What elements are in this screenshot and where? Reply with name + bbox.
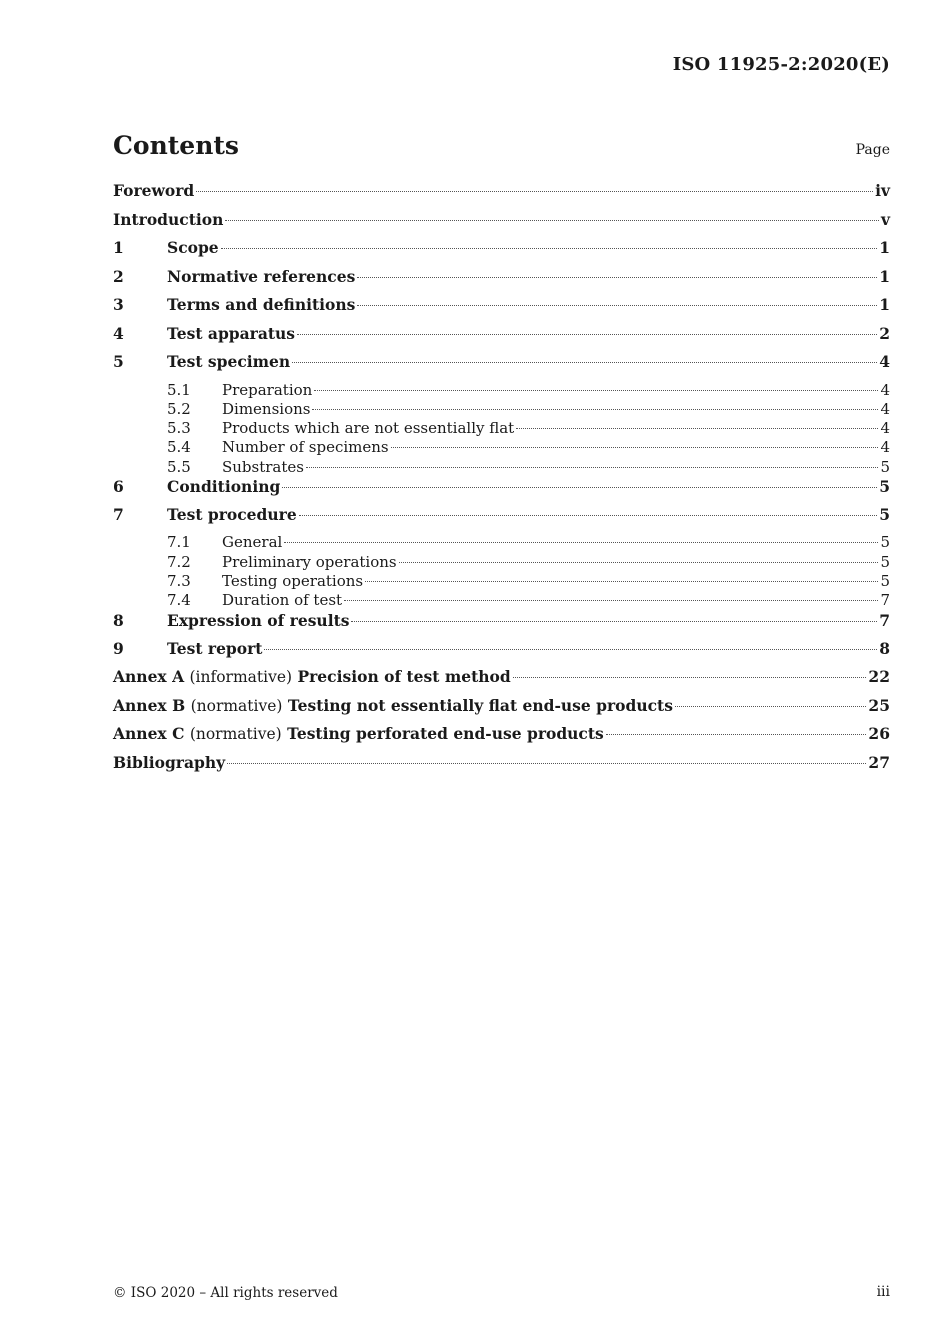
toc-page-number: 4 (879, 352, 890, 371)
dot-leader (314, 390, 878, 391)
dot-leader (391, 447, 879, 448)
toc-subentry[interactable] (113, 553, 890, 572)
toc-entry-number: 7 (113, 504, 124, 524)
toc-entry-title: Test specimen (167, 352, 291, 371)
toc-page-number: v (880, 209, 890, 229)
toc-subentry[interactable] (113, 381, 890, 400)
dot-leader (282, 487, 877, 488)
annex-title: Testing perforated end-use products (287, 724, 604, 744)
annex-title: Testing not essentially flat end-use products (287, 695, 673, 715)
dot-leader (292, 362, 877, 363)
toc-entry-title: Expression of results (167, 610, 350, 630)
dot-leader (344, 600, 878, 601)
toc-entry-title: Substrates (222, 457, 304, 476)
toc-entry-title: Dimensions (222, 399, 311, 418)
toc-entry-number: 5.3 (167, 419, 191, 438)
toc-page-number: 4 (880, 380, 890, 399)
toc-entry-number: 7.4 (167, 591, 191, 610)
toc-page-number: 26 (868, 724, 890, 744)
page-column-label: Page (855, 142, 890, 158)
dot-leader (299, 515, 878, 516)
toc-page-number: 5 (879, 504, 890, 524)
toc-entry-number: 5.2 (167, 399, 191, 418)
annex-label: Annex A (113, 667, 185, 687)
toc-entry[interactable] (113, 477, 890, 505)
toc-page-number: 4 (880, 419, 890, 438)
footer-copyright: © ISO 2020 – All rights reserved (113, 1285, 338, 1301)
toc-subentry[interactable] (113, 419, 890, 438)
toc-entry-number: 7.3 (167, 572, 191, 591)
annex-title: Precision of test method (297, 667, 511, 687)
dot-leader (225, 220, 879, 221)
toc-entry[interactable] (113, 210, 890, 239)
toc-page-number: 5 (880, 457, 890, 476)
footer-page-number: iii (876, 1284, 890, 1300)
dot-leader (264, 649, 877, 650)
dot-leader (284, 542, 878, 543)
toc-entry[interactable] (113, 696, 890, 725)
toc-entry-title: Products which are not essentially flat (222, 419, 515, 438)
toc-entry-title: Preparation (222, 380, 313, 399)
toc-entry-number: 8 (113, 610, 124, 630)
dot-leader (227, 763, 866, 764)
dot-leader (606, 734, 867, 735)
toc-subentry[interactable] (113, 400, 890, 419)
toc-entry[interactable] (113, 238, 890, 267)
toc-entry[interactable] (113, 505, 890, 534)
toc-entry-number: 5.4 (167, 438, 191, 457)
toc-page-number: 5 (880, 533, 890, 552)
toc-entry-title: Terms and definitions (167, 295, 356, 314)
dot-leader (297, 334, 877, 335)
toc-entry-title: Number of specimens (222, 438, 389, 457)
annex-label: Annex B (113, 695, 186, 715)
table-of-contents (113, 181, 890, 781)
annex-type: (informative) (189, 668, 293, 687)
annex-type: (normative) (190, 696, 283, 715)
toc-entry-number: 3 (113, 295, 124, 314)
toc-subentry[interactable] (113, 533, 890, 552)
toc-page-number: 5 (879, 476, 890, 496)
dot-leader (357, 305, 877, 306)
toc-entry-number: 4 (113, 323, 124, 343)
toc-page-number: 4 (880, 438, 890, 457)
toc-page-number: 8 (879, 638, 890, 658)
toc-page-number: 2 (879, 323, 890, 343)
dot-leader (675, 706, 866, 707)
toc-entry-title: Test apparatus (167, 323, 296, 343)
toc-page-number: 5 (880, 552, 890, 571)
dot-leader (351, 621, 877, 622)
toc-entry[interactable] (113, 352, 890, 381)
annex-label: Annex C (113, 724, 185, 744)
toc-entry-number: 5.1 (167, 380, 191, 399)
toc-entry-title (113, 696, 673, 715)
toc-subentry[interactable] (113, 438, 890, 457)
dot-leader (399, 562, 879, 563)
toc-entry-title: Normative references (167, 266, 356, 286)
toc-entry-number: 9 (113, 638, 124, 658)
toc-entry-title: Testing operations (222, 572, 364, 591)
toc-subentry[interactable] (113, 591, 890, 610)
toc-entry-title: Bibliography (113, 752, 226, 772)
toc-page-number: 25 (868, 695, 890, 715)
toc-entry[interactable] (113, 667, 890, 696)
toc-entry-number: 7.1 (167, 533, 191, 552)
toc-entry-number: 2 (113, 266, 124, 286)
toc-entry[interactable] (113, 295, 890, 324)
toc-page-number: 1 (879, 295, 890, 314)
annex-type: (normative) (189, 725, 282, 744)
toc-entry[interactable] (113, 611, 890, 639)
toc-entry-title: General (222, 533, 283, 552)
toc-entry-title: Duration of test (222, 591, 343, 610)
toc-entry-title: Preliminary operations (222, 552, 397, 571)
toc-entry-number: 6 (113, 476, 124, 496)
toc-entry-number: 1 (113, 238, 124, 257)
toc-entry-number: 7.2 (167, 552, 191, 571)
toc-page-number: 22 (868, 667, 890, 687)
toc-entry-title: Scope (167, 238, 219, 257)
toc-entry-title: Foreword (113, 181, 195, 200)
toc-page-number: 7 (879, 610, 890, 630)
toc-entry[interactable] (113, 639, 890, 668)
toc-page-number: iv (875, 181, 890, 200)
toc-page-number: 4 (880, 399, 890, 418)
toc-entry-number: 5.5 (167, 457, 191, 476)
toc-page-number: 1 (879, 238, 890, 257)
toc-entry-title: Introduction (113, 209, 224, 229)
toc-entry[interactable] (113, 753, 890, 782)
dot-leader (357, 277, 877, 278)
dot-leader (516, 428, 878, 429)
toc-entry-title: Conditioning (167, 476, 281, 496)
toc-entry-title (113, 724, 604, 743)
toc-entry[interactable] (113, 724, 890, 753)
toc-entry[interactable] (113, 181, 890, 210)
toc-subentry[interactable] (113, 572, 890, 591)
toc-entry[interactable] (113, 324, 890, 353)
dot-leader (306, 467, 878, 468)
toc-page-number: 1 (879, 266, 890, 286)
dot-leader (365, 581, 878, 582)
toc-entry-title (113, 667, 511, 686)
dot-leader (221, 248, 878, 249)
toc-entry-title: Test report (167, 638, 263, 658)
dot-leader (312, 409, 878, 410)
toc-page-number: 5 (880, 572, 890, 591)
toc-page-number: 27 (868, 752, 890, 772)
document-id: ISO 11925-2:2020(E) (672, 54, 890, 75)
contents-heading: Contents (113, 131, 240, 160)
toc-entry-number: 5 (113, 352, 124, 371)
dot-leader (513, 677, 867, 678)
toc-entry[interactable] (113, 267, 890, 296)
toc-entry-title: Test procedure (167, 504, 297, 524)
toc-page-number: 7 (880, 591, 890, 610)
dot-leader (196, 191, 873, 192)
toc-subentry[interactable] (113, 458, 890, 477)
